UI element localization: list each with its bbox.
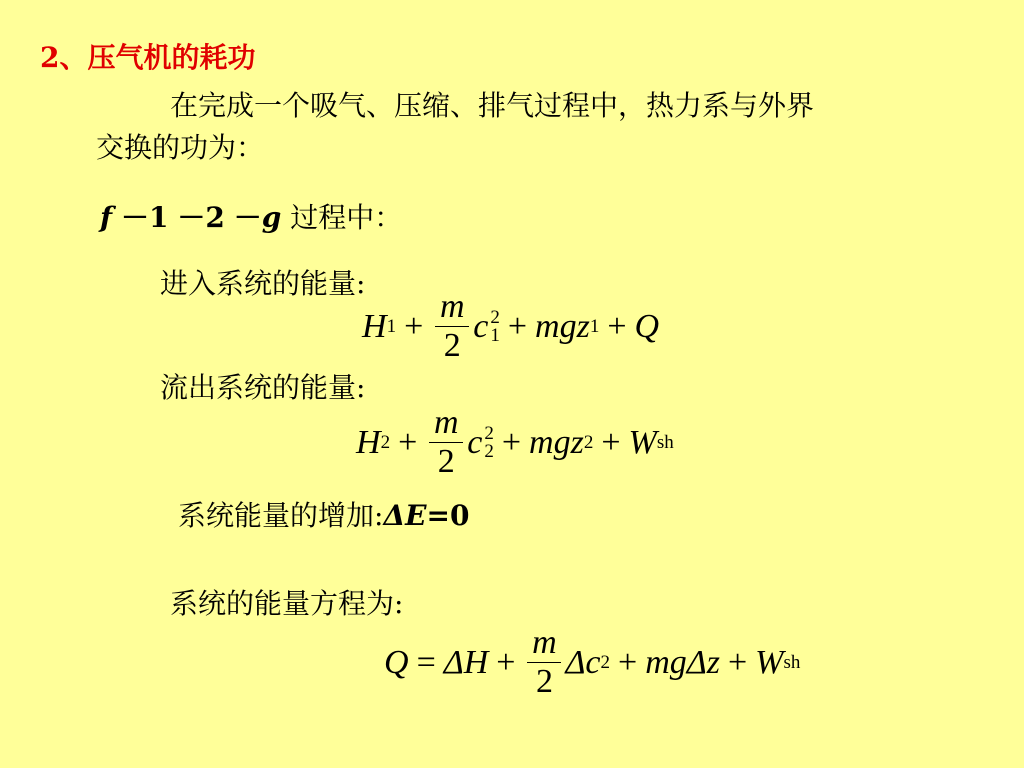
- formula-symbol: Q: [634, 307, 660, 345]
- formula-symbol: mgz: [535, 307, 590, 345]
- formula-subscript: 1: [490, 324, 500, 346]
- energy-increase-label: 系统能量的增加:: [178, 499, 384, 532]
- fraction-denominator: 2: [535, 663, 553, 700]
- process-dash-1: －1: [120, 201, 169, 234]
- formula-symbol: H: [362, 307, 387, 345]
- energy-in-label: 进入系统的能量:: [160, 267, 366, 300]
- formula-symbol: mgz: [529, 423, 584, 461]
- formula-fraction: [435, 288, 469, 365]
- energy-equation-formula: [384, 624, 800, 701]
- formula-operator: +: [398, 423, 418, 461]
- energy-equation-label: 系统的能量方程为:: [170, 587, 404, 620]
- process-dash-3: －: [233, 201, 262, 234]
- formula-symbol: Δc: [565, 643, 601, 681]
- formula-subscript: 2: [484, 440, 494, 462]
- formula-symbol: Δz: [686, 643, 720, 681]
- process-dash-2: －2: [177, 201, 225, 234]
- formula-subscript: sh: [783, 651, 801, 673]
- intro-line-1: 在完成一个吸气、压缩、排气过程中，热力系与外界: [170, 89, 815, 122]
- process-f: f: [100, 201, 113, 234]
- formula-symbol: c: [473, 307, 489, 345]
- formula-symbol: W: [755, 643, 784, 681]
- formula-subsup: [484, 422, 494, 462]
- formula-subscript: 2: [380, 431, 391, 453]
- formula-symbol: mg: [645, 643, 687, 681]
- formula-operator: +: [607, 307, 627, 345]
- formula-operator: +: [501, 423, 522, 461]
- fraction-denominator: 2: [443, 327, 461, 364]
- formula-operator: +: [618, 643, 638, 681]
- process-suffix: 过程中：: [281, 201, 403, 234]
- energy-increase-line: [178, 498, 469, 534]
- formula-symbol: c: [467, 423, 483, 461]
- formula-operator: =: [416, 643, 436, 681]
- formula-symbol: W: [628, 423, 657, 461]
- formula-superscript: 2: [484, 422, 494, 444]
- formula-subsup: [490, 306, 500, 346]
- formula-operator: +: [404, 307, 424, 345]
- formula-fraction: [527, 624, 561, 701]
- formula-symbol: H: [356, 423, 381, 461]
- formula-subscript: 1: [386, 315, 397, 337]
- formula-subscript: sh: [656, 431, 674, 453]
- fraction-numerator: m: [439, 288, 465, 325]
- energy-out-label: 流出系统的能量:: [160, 371, 366, 404]
- formula-operator: +: [496, 643, 516, 681]
- energy-out-formula: [356, 404, 674, 481]
- formula-operator: +: [727, 643, 748, 681]
- fraction-numerator: m: [532, 624, 557, 661]
- energy-increase-expr: ΔE: [383, 499, 427, 532]
- formula-symbol: Q: [384, 643, 409, 681]
- section-heading: 2、压气机的耗功: [40, 41, 256, 74]
- formula-symbol: ΔH: [443, 643, 489, 681]
- formula-subscript: 2: [583, 431, 594, 453]
- fraction-numerator: m: [433, 404, 459, 441]
- formula-superscript: 2: [600, 651, 610, 673]
- formula-operator: +: [601, 423, 621, 461]
- energy-increase-value: =0: [426, 499, 470, 532]
- formula-fraction: [429, 404, 463, 481]
- energy-in-formula: [362, 288, 659, 365]
- fraction-denominator: 2: [437, 443, 455, 480]
- formula-subscript: 1: [589, 315, 600, 337]
- process-path: [100, 200, 402, 236]
- process-g: g: [261, 201, 282, 234]
- formula-superscript: 2: [490, 306, 500, 328]
- intro-line-2: 交换的功为：: [96, 131, 265, 164]
- formula-operator: +: [507, 307, 528, 345]
